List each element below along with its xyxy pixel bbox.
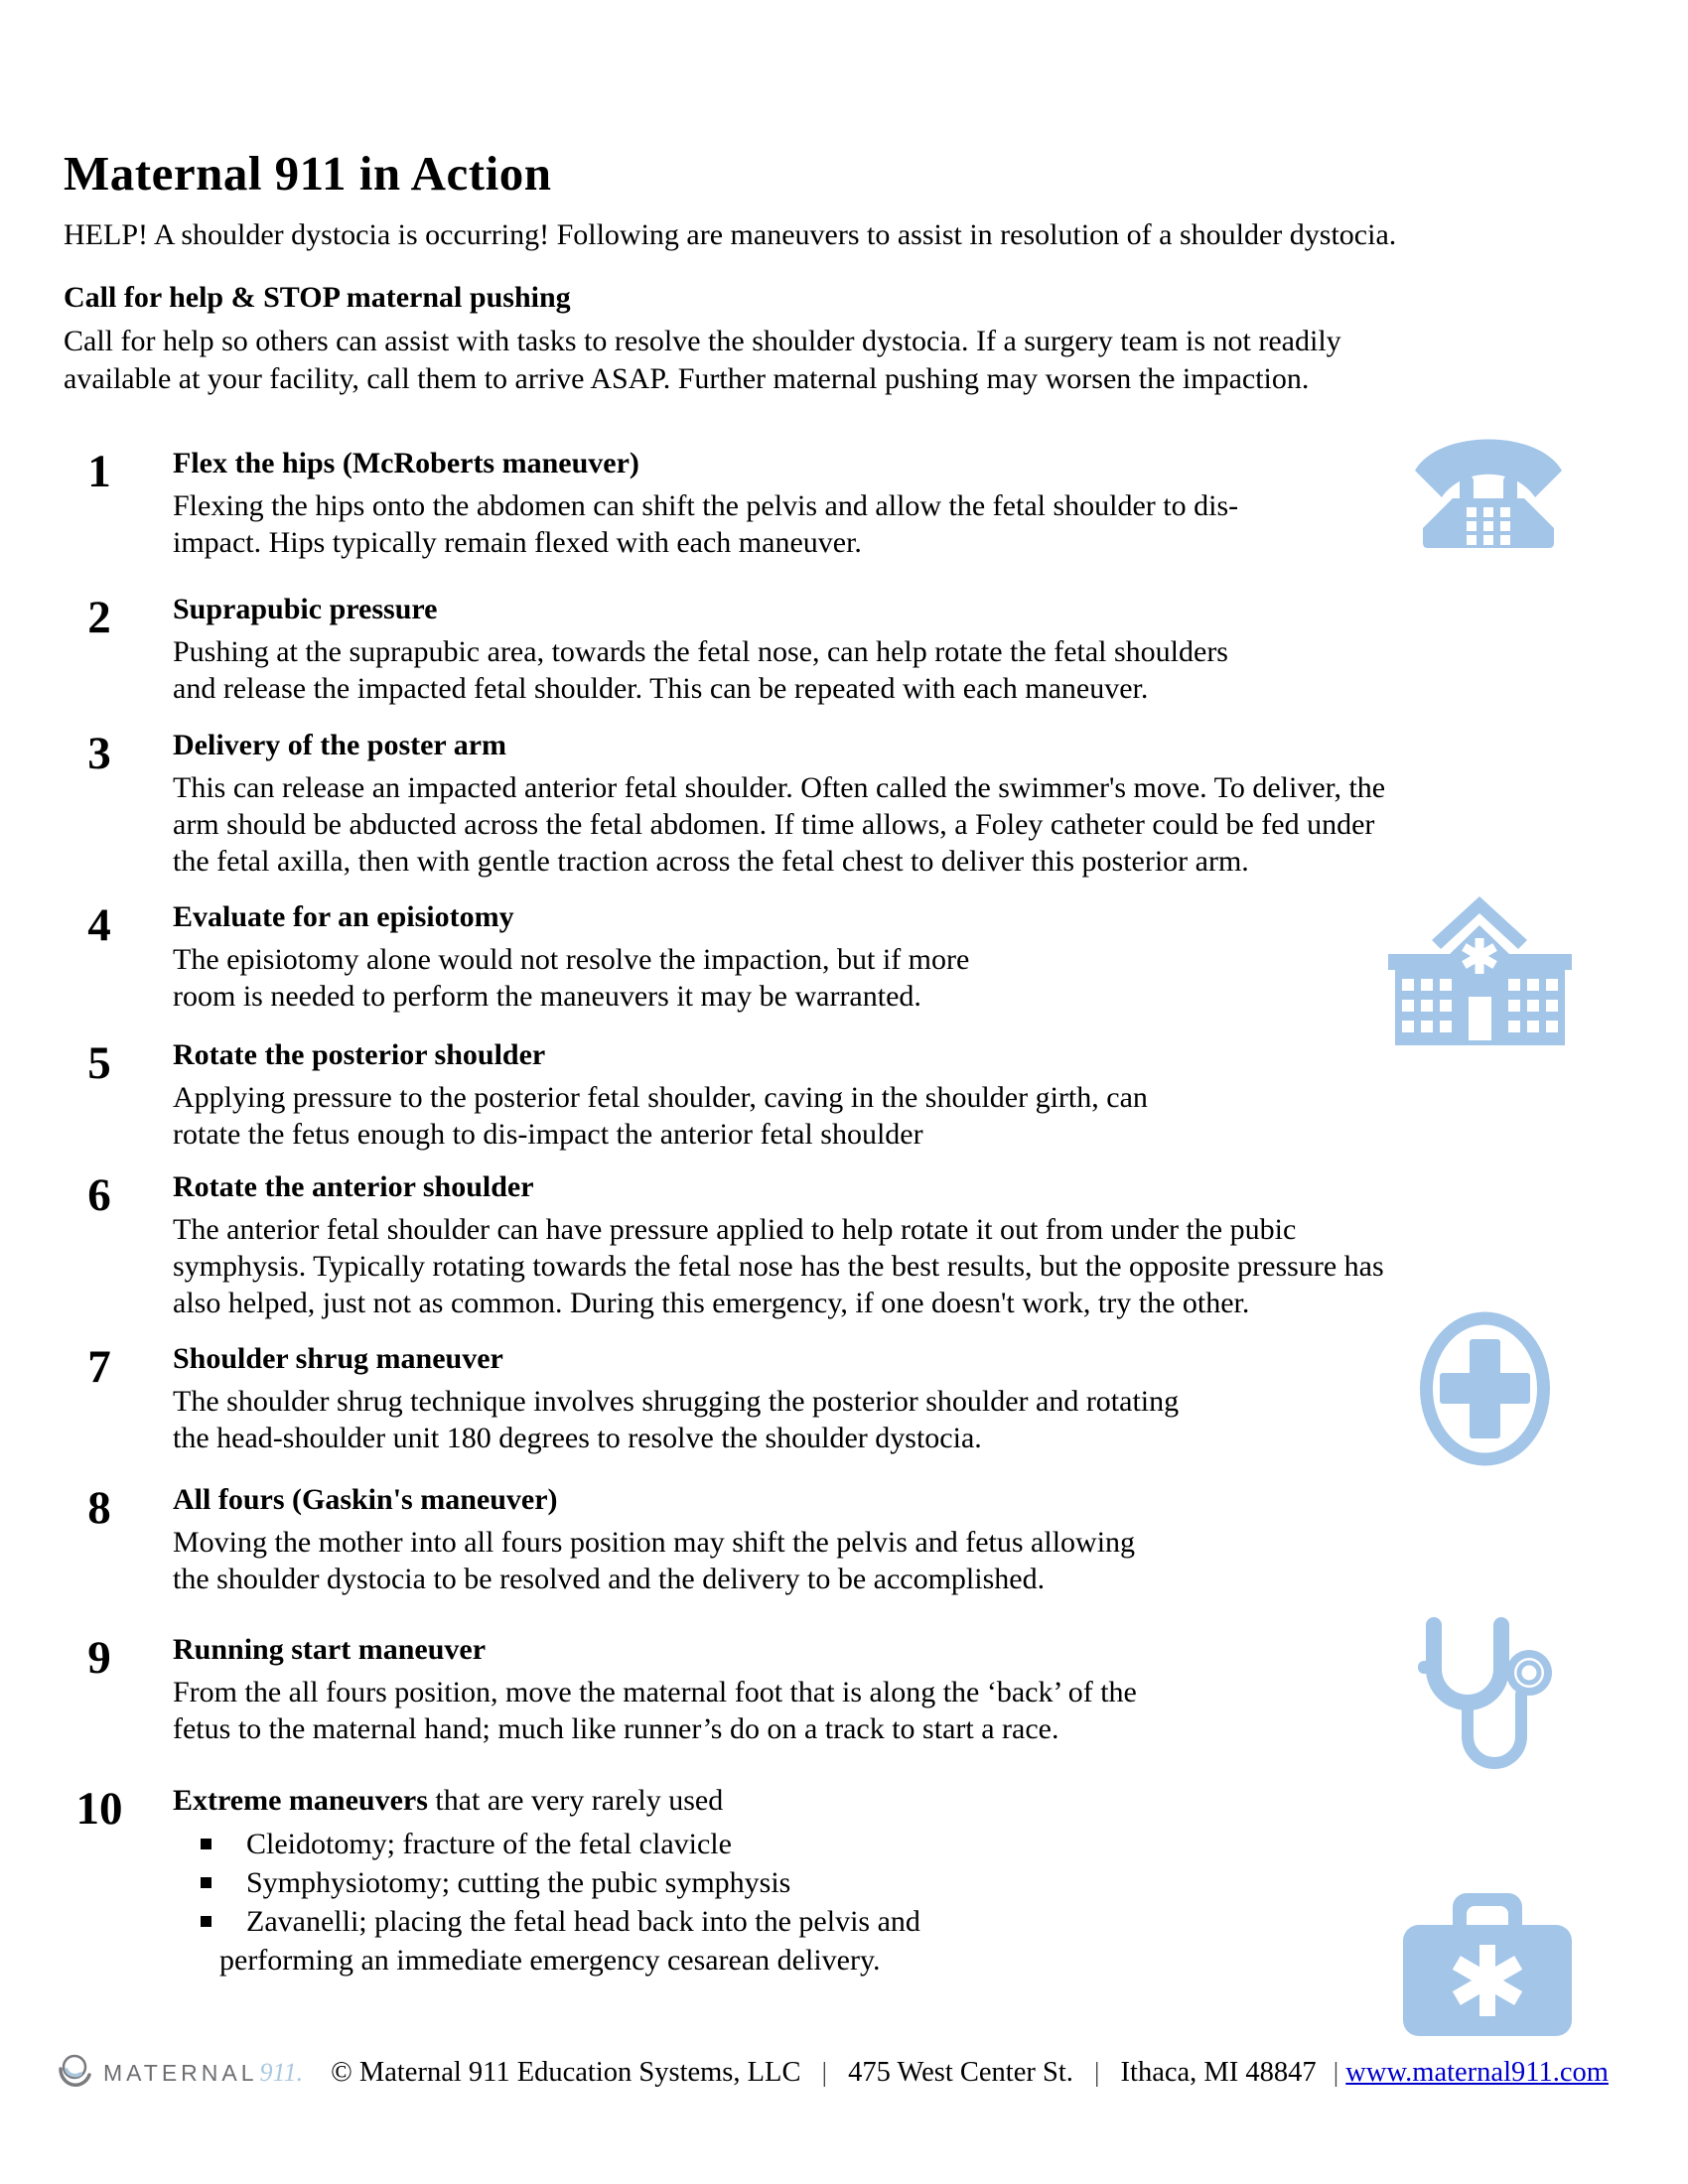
step-body-line: From the all fours position, move the maternal foot that is along the ‘back’ of the — [173, 1676, 1137, 1708]
copyright-line — [331, 2057, 1609, 2089]
step-item-7 — [64, 1342, 1179, 1456]
copyright-text: © Maternal 911 Education Systems, LLC — [331, 2057, 801, 2088]
maternal911-logo — [58, 2053, 303, 2093]
separator-bar: | — [821, 2057, 828, 2087]
call-for-help-line: Call for help so others can assist with tasks to resolve the shoulder dystocia. If a surgery team is not readily — [64, 325, 1341, 357]
step-body-line: Flexing the hips onto the abdomen can shift the pelvis and allow the fetal shoulder to dis- — [173, 489, 1239, 522]
step-item-4 — [64, 900, 969, 1015]
step-number: 8 — [87, 1482, 111, 1534]
step-body-line: Pushing at the suprapubic area, towards the fetal nose, can help rotate the fetal shoulders — [173, 635, 1228, 668]
step-body-line: fetus to the maternal hand; much like runner’s do on a track to start a race. — [173, 1712, 1059, 1745]
step-heading: Evaluate for an episiotomy — [173, 900, 514, 933]
bullet-square-icon — [201, 1916, 211, 1927]
step-body-line: room is needed to perform the maneuvers it may be warranted. — [173, 980, 921, 1013]
call-for-help-heading: Call for help & STOP maternal pushing — [64, 281, 571, 314]
bullet-item — [201, 1825, 920, 1863]
medical-cross-circle-icon — [1418, 1310, 1552, 1467]
step-heading-bold: Extreme maneuvers — [173, 1784, 428, 1817]
bullet-square-icon — [201, 1839, 211, 1849]
bullet-item — [201, 1902, 920, 1941]
step-heading: Rotate the anterior shoulder — [173, 1170, 534, 1203]
first-aid-kit-icon — [1403, 1889, 1572, 2038]
step-heading: Rotate the posterior shoulder — [173, 1038, 546, 1071]
call-for-help-section — [64, 281, 1341, 398]
telephone-icon — [1408, 425, 1569, 551]
page-title: Maternal 911 in Action — [64, 146, 552, 201]
stethoscope-icon — [1418, 1611, 1562, 1795]
website-link[interactable]: www.maternal911.com — [1345, 2057, 1609, 2088]
step-item-2 — [64, 593, 1228, 707]
step-heading-rest: that are very rarely used — [427, 1784, 724, 1817]
step-body-line: arm should be abducted across the fetal abdomen. If time allows, a Foley catheter could be fed under — [173, 808, 1375, 841]
step-number: 7 — [87, 1341, 111, 1393]
step-heading: Suprapubic pressure — [173, 593, 438, 625]
step-number: 4 — [87, 899, 111, 951]
step-number: 6 — [87, 1169, 111, 1221]
step-number: 1 — [87, 446, 111, 497]
step-body-line: This can release an impacted anterior fetal shoulder. Often called the swimmer's move. To deliver, the — [173, 771, 1386, 804]
step-body-line: the shoulder dystocia to be resolved and the delivery to be accomplished. — [173, 1563, 1046, 1595]
bullet-text-continuation: performing an immediate emergency cesarean delivery. — [219, 1944, 881, 1977]
bullet-text: Zavanelli; placing the fetal head back into the pelvis and — [246, 1905, 920, 1938]
step-body-line: and release the impacted fetal shoulder. This can be repeated with each maneuver. — [173, 672, 1149, 705]
bullet-text: Symphysiotomy; cutting the pubic symphysis — [246, 1866, 791, 1899]
step-body-line: symphysis. Typically rotating towards the fetal nose has the best results, but the opposite pressure has — [173, 1250, 1384, 1283]
step-number: 3 — [87, 728, 111, 779]
step-heading: Shoulder shrug maneuver — [173, 1342, 503, 1375]
hospital-icon — [1388, 896, 1572, 1045]
step-body-line: the fetal axilla, then with gentle traction across the fetal chest to deliver this posterior arm. — [173, 845, 1249, 878]
step-heading: Delivery of the poster arm — [173, 729, 507, 761]
logo-911-suffix: 911. — [259, 2058, 304, 2087]
bullet-square-icon — [201, 1877, 211, 1888]
step-item-10 — [64, 1784, 920, 1979]
step-number: 9 — [87, 1632, 111, 1684]
step-heading: All fours (Gaskin's maneuver) — [173, 1483, 558, 1516]
step-body-line: rotate the fetus enough to dis-impact the anterior fetal shoulder — [173, 1118, 923, 1151]
separator-bar: | — [1094, 2057, 1100, 2087]
location-text: Ithaca, MI 48847 — [1120, 2057, 1317, 2088]
extreme-maneuvers-bullet-list — [173, 1825, 920, 1979]
step-body-line: The anterior fetal shoulder can have pressure applied to help rotate it out from under the pubic — [173, 1213, 1297, 1246]
step-item-6 — [64, 1170, 1384, 1321]
step-item-5 — [64, 1038, 1148, 1153]
step-item-9 — [64, 1633, 1137, 1747]
step-heading — [173, 1784, 920, 1818]
step-number: 10 — [75, 1783, 123, 1835]
separator-bar: | — [1333, 2057, 1339, 2087]
step-heading: Flex the hips (McRoberts maneuver) — [173, 447, 639, 479]
step-item-8 — [64, 1483, 1135, 1597]
maternal911-logo-icon — [58, 2053, 93, 2093]
step-item-3 — [64, 729, 1385, 880]
step-heading: Running start maneuver — [173, 1633, 487, 1666]
step-body-line: impact. Hips typically remain flexed with each maneuver. — [173, 526, 862, 559]
step-body-line: the head-shoulder unit 180 degrees to resolve the shoulder dystocia. — [173, 1422, 982, 1454]
call-for-help-line: available at your facility, call them to arrive ASAP. Further maternal pushing may worsen the impaction. — [64, 362, 1310, 395]
step-body-line: also helped, just not as common. During this emergency, if one doesn't work, try the other. — [173, 1287, 1250, 1319]
step-body-line: Applying pressure to the posterior fetal shoulder, caving in the shoulder girth, can — [173, 1081, 1148, 1114]
bullet-item — [201, 1863, 920, 1902]
step-number: 5 — [87, 1037, 111, 1089]
step-body-line: The episiotomy alone would not resolve the impaction, but if more — [173, 943, 970, 976]
step-body-line: The shoulder shrug technique involves shrugging the posterior shoulder and rotating — [173, 1385, 1180, 1418]
page-footer — [58, 2053, 1646, 2093]
step-body-line: Moving the mother into all fours position may shift the pelvis and fetus allowing — [173, 1526, 1136, 1559]
step-number: 2 — [87, 592, 111, 643]
intro-text: HELP! A shoulder dystocia is occurring! Following are maneuvers to assist in resolution of a shoulder dystocia. — [64, 218, 1397, 251]
logo-wordmark: MATERNAL — [103, 2059, 258, 2086]
step-item-1 — [64, 447, 1238, 561]
bullet-text: Cleidotomy; fracture of the fetal clavicle — [246, 1828, 732, 1860]
address-text: 475 West Center St. — [848, 2057, 1073, 2088]
